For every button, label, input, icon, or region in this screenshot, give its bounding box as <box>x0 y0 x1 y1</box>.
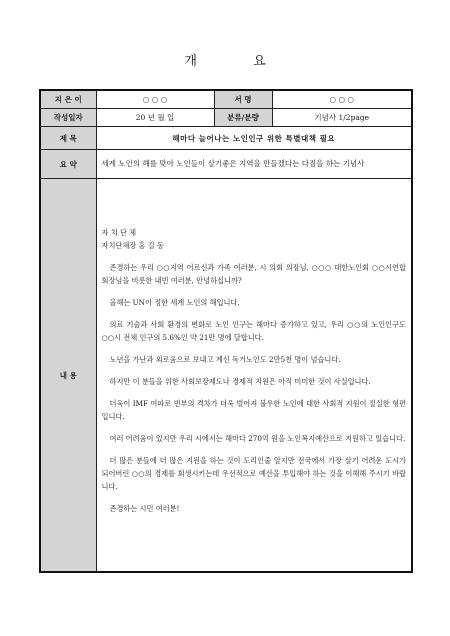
content-paragraph-4: 노년을 가난과 외로움으로 보내고 계신 독거노인도 2만5천 명이 넘습니다. <box>109 355 341 364</box>
signature-value: ○ ○ ○ <box>272 90 412 109</box>
content-paragraph-7: 여러 어려움이 있지만 우리 시에서는 해마다 270억 원을 노인복지예산으로 지원하고 있습니다. <box>109 434 406 443</box>
category-value: 기념사 1/2page <box>272 109 412 127</box>
date-label: 작성일자 <box>40 109 96 127</box>
content-label: 내 용 <box>40 179 96 573</box>
signature-label: 서 명 <box>214 90 272 109</box>
content-paragraph-9: 존경하는 시민 여러분! <box>109 504 180 513</box>
author-value: ○ ○ ○ <box>96 90 214 109</box>
subject-label: 제 목 <box>40 127 96 150</box>
content-paragraph-8: 더 많은 분들에 더 많은 지원을 하는 것이 도리인줄 알지만 전국에서 가장 살기 어려운 도시가 되어버린 ○○의 경제를 회생시키는데 우선적으로 예산을 투입해야 하는 것을 이해해 주시기 바랍니다. <box>101 456 406 491</box>
speaker-line: 자치단체장 홍 길 동 <box>101 241 164 250</box>
org-line: 자 치 단 체 <box>101 228 137 237</box>
summary-row <box>40 150 412 179</box>
content-paragraph-2: 올해는 UN이 정한 세계 노인의 해입니다. <box>109 298 240 307</box>
subject-row <box>40 127 412 150</box>
content-paragraph-1: 존경하는 우리 ○○지역 어르신과 가족 여러분, 시 의회 의장님, ○○○ 대한노인회 ○○시연합 회장님을 비롯한 내빈 여러분, 안녕하십니까? <box>101 263 406 285</box>
content-row <box>40 179 412 573</box>
content-body <box>96 179 412 573</box>
content-paragraph-5: 하지만 이 분들을 위한 사회보장제도나 경제적 지원은 아직 미미한 것이 사실입니다. <box>109 377 371 386</box>
summary-value: 세계 노인의 해를 맞아 노인들이 살기좋은 지역을 만들겠다는 다짐을 하는 기념사 <box>96 150 412 179</box>
content-paragraph-3: 의료 기술과 사회 환경의 변화로 노인 인구는 해마다 증가하고 있고, 우리 ○○의 노인인구도 ○○시 전체 인구의 5.6%인 약 21만 명에 달합니다. <box>101 320 406 342</box>
date-value: 20 년 월 일 <box>96 109 214 127</box>
summary-form-table <box>39 89 413 573</box>
author-label: 지 은 이 <box>40 90 96 109</box>
category-label: 분류/분량 <box>214 109 272 127</box>
document-title: 개 요 <box>184 54 292 69</box>
date-row <box>40 109 412 127</box>
summary-label: 요 약 <box>40 150 96 179</box>
author-row <box>40 90 412 109</box>
content-paragraph-6: 더욱이 IMF 여파로 빈부의 격차가 더욱 벌어져 불우한 노인에 대한 사회적 지원이 절실한 형편입니다. <box>101 399 406 421</box>
subject-value: 해마다 늘어나는 노인인구 위한 특별대책 필요 <box>96 127 412 150</box>
